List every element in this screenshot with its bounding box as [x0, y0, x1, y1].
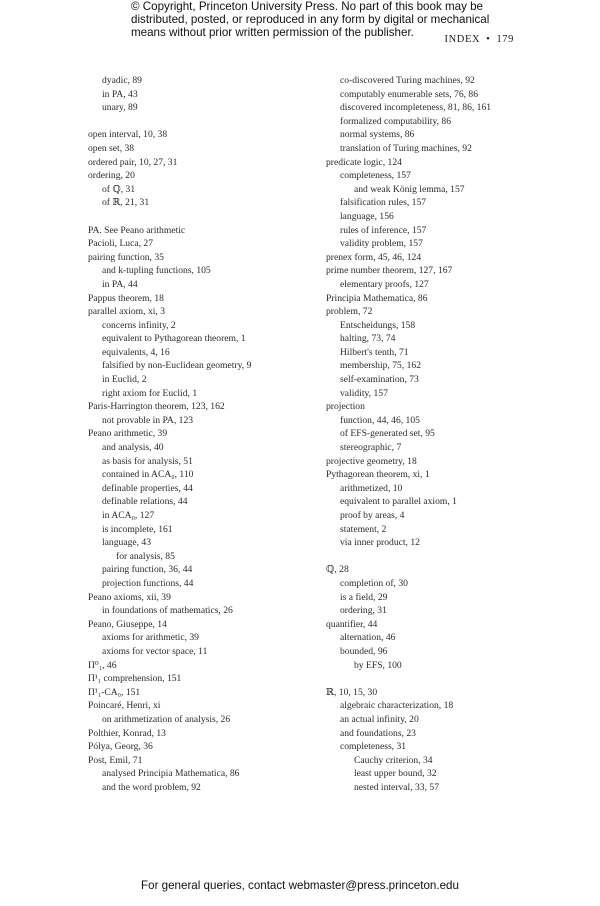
- copyright-notice: [131, 0, 491, 39]
- index-subentry: membership, 75, 162: [340, 360, 422, 372]
- index-subentry: elementary proofs, 127: [340, 278, 429, 290]
- index-subentry: and the word problem, 92: [102, 781, 201, 793]
- page-number: 179: [496, 34, 514, 45]
- index-subentry: arithmetized, 10: [340, 482, 403, 494]
- index-subentry: function, 44, 46, 105: [340, 414, 420, 426]
- entry-gap: [88, 115, 313, 129]
- index-entry: problem, 72: [326, 306, 373, 318]
- index-entry: pairing function, 35: [88, 251, 164, 263]
- index-subentry: normal systems, 86: [340, 129, 415, 141]
- entry-gap: [88, 210, 313, 224]
- index-subentry: algebraic characterization, 18: [340, 700, 454, 712]
- index-subentry: concerns infinity, 2: [102, 319, 176, 331]
- index-subentry: co-discovered Turing machines, 92: [340, 75, 475, 86]
- index-subentry: equivalent to Pythagorean theorem, 1: [102, 333, 246, 345]
- index-subentry: completeness, 157: [340, 170, 411, 182]
- index-subentry: via inner product, 12: [340, 537, 420, 549]
- section-title: INDEX: [444, 34, 481, 45]
- index-subentry: translation of Turing machines, 92: [340, 142, 472, 154]
- index-subentry: an actual infinity, 20: [340, 713, 419, 725]
- index-entry: Polthier, Konrad, 13: [88, 727, 166, 739]
- entry-gap: [326, 550, 551, 564]
- index-subentry: Cauchy criterion, 34: [354, 754, 433, 766]
- index-subentry: on arithmetization of analysis, 26: [102, 713, 231, 725]
- index-entry: ℝ, 10, 15, 30: [326, 686, 378, 698]
- index-subentry: as basis for analysis, 51: [102, 455, 193, 467]
- index-subentry: and weak König lemma, 157: [354, 183, 465, 195]
- index-entry: Paris-Harrington theorem, 123, 162: [88, 401, 225, 413]
- index-subentry: by EFS, 100: [354, 659, 402, 671]
- index-entry: parallel axiom, xi, 3: [88, 306, 165, 318]
- index-subentry: in PA, 43: [102, 88, 138, 100]
- index-subentry: stereographic, 7: [340, 442, 402, 454]
- index-entry: ℚ, 28: [326, 564, 349, 576]
- index-subentry: is a field, 29: [340, 591, 388, 603]
- index-subentry: falsification rules, 157: [340, 197, 427, 209]
- index-subentry: ordering, 31: [340, 605, 387, 617]
- index-subentry: in foundations of mathematics, 26: [102, 605, 233, 617]
- index-subentry: least upper bound, 32: [354, 768, 437, 780]
- index-subentry: unary, 89: [102, 102, 138, 114]
- index-entry: Pólya, Georg, 36: [88, 741, 153, 753]
- index-subentry: alternation, 46: [340, 632, 396, 644]
- index-subentry: equivalent to parallel axiom, 1: [340, 496, 457, 508]
- index-subentry: dyadic, 89: [102, 75, 142, 86]
- index-entry: Peano, Giuseppe, 14: [88, 618, 167, 630]
- copyright-line: means without prior written permission of the publisher.: [131, 26, 414, 39]
- index-subentry: analysed Principia Mathematica, 86: [102, 768, 240, 780]
- index-entry: projective geometry, 18: [326, 455, 417, 467]
- index-entry: Pacioli, Luca, 27: [88, 238, 154, 250]
- index-subentry: axioms for arithmetic, 39: [102, 632, 199, 644]
- index-subentry: falsified by non-Euclidean geometry, 9: [102, 360, 252, 372]
- index-subentry: validity, 157: [340, 387, 388, 399]
- index-subentry: discovered incompleteness, 81, 86, 161: [340, 102, 492, 114]
- index-subentry: in PA, 44: [102, 278, 138, 290]
- index-entry: prime number theorem, 127, 167: [326, 265, 453, 277]
- index-entry: ordering, 20: [88, 170, 135, 182]
- index-subentry: equivalents, 4, 16: [102, 346, 170, 358]
- copyright-line: © Copyright, Princeton University Press. No part of this book may be: [131, 0, 483, 13]
- separator: •: [486, 34, 491, 45]
- index-subentry: of EFS-generated set, 95: [340, 428, 435, 440]
- index-subentry: and k-tupling functions, 105: [102, 265, 211, 277]
- index-entry: Π¹₁-CA₀, 151: [88, 686, 141, 698]
- index-subentry: Entscheidungs, 158: [340, 319, 416, 331]
- index-subentry: of ℝ, 21, 31: [102, 197, 150, 209]
- index-subentry: axioms for vector space, 11: [102, 645, 208, 657]
- index-subentry: validity problem, 157: [340, 238, 423, 250]
- index-subentry: nested interval, 33, 57: [354, 781, 439, 793]
- index-column-right: [326, 74, 551, 794]
- index-subentry: rules of inference, 157: [340, 224, 427, 236]
- index-subentry: contained in ACA₀, 110: [102, 469, 194, 481]
- index-subentry: completion of, 30: [340, 577, 408, 589]
- footer-contact: For general queries, contact webmaster@press.princeton.edu: [141, 879, 459, 892]
- index-entry: quantifier, 44: [326, 618, 378, 630]
- index-subentry: projection functions, 44: [102, 577, 194, 589]
- index-entry: prenex form, 45, 46, 124: [326, 251, 422, 263]
- index-subentry: and foundations, 23: [340, 727, 416, 739]
- index-entry: open interval, 10, 38: [88, 129, 168, 141]
- index-subentry: language, 43: [102, 537, 152, 549]
- index-subentry: pairing function, 36, 44: [102, 564, 193, 576]
- index-subentry: in ACA₀, 127: [102, 510, 155, 521]
- index-entry: Pappus theorem, 18: [88, 292, 164, 304]
- index-subentry: halting, 73, 74: [340, 333, 396, 345]
- index-entry: Principia Mathematica, 86: [326, 292, 428, 304]
- index-subentry: definable relations, 44: [102, 496, 188, 508]
- index-subentry: right axiom for Euclid, 1: [102, 387, 198, 399]
- index-subentry: self-examination, 73: [340, 374, 419, 386]
- index-entry: PA. See Peano arithmetic: [88, 224, 186, 236]
- index-subentry: computably enumerable sets, 76, 86: [340, 88, 479, 100]
- running-head: [444, 34, 514, 45]
- index-entry: projection: [326, 401, 365, 413]
- index-subentry: and analysis, 40: [102, 442, 164, 454]
- index-subentry: bounded, 96: [340, 645, 388, 657]
- index-entry: Peano axioms, xii, 39: [88, 591, 171, 603]
- index-subentry: is incomplete, 161: [102, 523, 173, 535]
- index-entry: Poincaré, Henri, xi: [88, 700, 161, 712]
- index-subentry: in Euclid, 2: [102, 374, 147, 386]
- index-subentry: definable properties, 44: [102, 482, 193, 494]
- index-entry: ordered pair, 10, 27, 31: [88, 156, 178, 168]
- index-subentry: formalized computability, 86: [340, 115, 452, 127]
- index-column-left: [88, 74, 313, 794]
- index-subentry: proof by areas, 4: [340, 510, 405, 521]
- index-entry: Π⁰₁, 46: [88, 659, 117, 671]
- index-subentry: statement, 2: [340, 523, 387, 535]
- index-subentry: completeness, 31: [340, 741, 407, 753]
- index-entry: Peano arithmetic, 39: [88, 428, 168, 440]
- entry-gap: [326, 672, 551, 686]
- index-subentry: not provable in PA, 123: [102, 414, 194, 426]
- index-entry: Post, Emil, 71: [88, 754, 143, 766]
- index-entry: open set, 38: [88, 142, 135, 154]
- index-entry: Pythagorean theorem, xi, 1: [326, 469, 430, 481]
- index-subentry: for analysis, 85: [116, 550, 175, 562]
- index-subentry: language, 156: [340, 210, 394, 222]
- copyright-line: distributed, posted, or reproduced in any form by digital or mechanical: [131, 13, 490, 26]
- index-entry: Π¹₁ comprehension, 151: [88, 673, 182, 685]
- index-subentry: Hilbert's tenth, 71: [340, 346, 409, 358]
- index-entry: predicate logic, 124: [326, 156, 402, 168]
- index-subentry: of ℚ, 31: [102, 183, 136, 195]
